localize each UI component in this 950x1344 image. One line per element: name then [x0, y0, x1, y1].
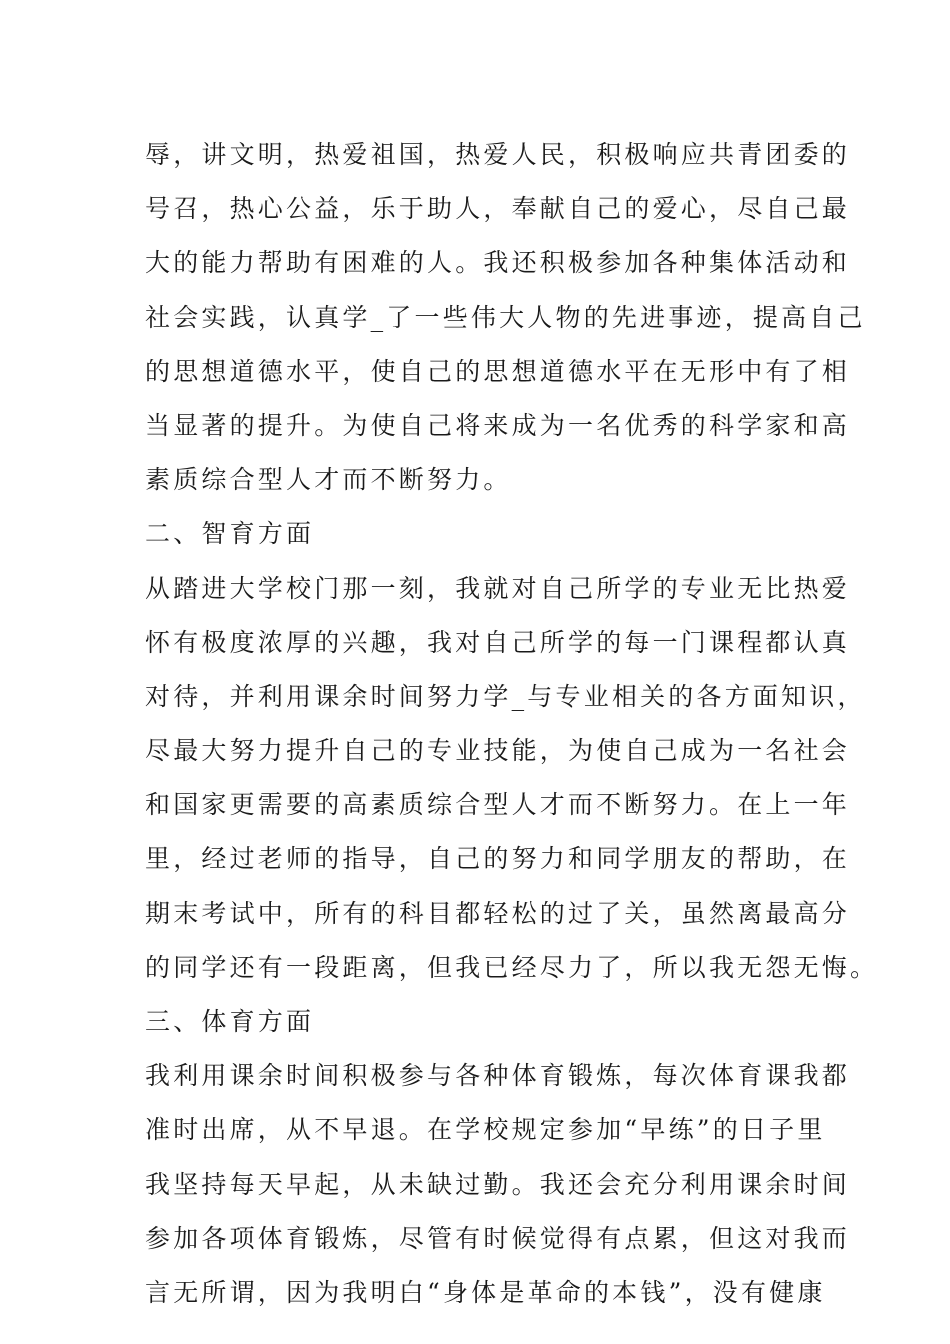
text-line: 我利用课余时间积极参与各种体育锻炼，每次体育课我都	[145, 1061, 851, 1091]
text-line: 对待，并利用课余时间努力学_与专业相关的各方面知识，	[145, 681, 866, 711]
text-line: 和国家更需要的高素质综合型人才而不断努力。在上一年	[145, 790, 851, 820]
document-body	[145, 128, 879, 1320]
text-line: 的同学还有一段距离，但我已经尽力了，所以我无怨无悔。	[145, 952, 879, 982]
text-line: 里，经过老师的指导，自己的努力和同学朋友的帮助，在	[145, 844, 851, 874]
section-heading-intellectual: 二、智育方面	[145, 519, 315, 549]
text-line: 号召，热心公益，乐于助人，奉献自己的爱心，尽自己最	[145, 194, 851, 224]
text-line: 辱，讲文明，热爱祖国，热爱人民，积极响应共青团委的	[145, 140, 851, 169]
text-line: 准时出席，从不早退。在学校规定参加“早练”的日子里	[145, 1115, 826, 1145]
text-line: 大的能力帮助有困难的人。我还积极参加各种集体活动和	[145, 248, 851, 278]
text-line: 怀有极度浓厚的兴趣，我对自己所学的每一门课程都认真	[145, 627, 851, 657]
text-line: 当显著的提升。为使自己将来成为一名优秀的科学家和高	[145, 410, 851, 440]
text-line: 社会实践，认真学_了一些伟大人物的先进事迹，提高自己	[145, 302, 866, 332]
text-line: 我坚持每天早起，从未缺过勤。我还会充分利用课余时间	[145, 1169, 851, 1199]
text-line: 尽最大努力提升自己的专业技能，为使自己成为一名社会	[145, 736, 851, 766]
text-line: 期末考试中，所有的科目都轻松的过了关，虽然离最高分	[145, 898, 851, 928]
text-line: 从踏进大学校门那一刻，我就对自己所学的专业无比热爱	[145, 573, 851, 603]
text-line: 素质综合型人才而不断努力。	[145, 465, 512, 495]
text-line: 参加各项体育锻炼，尽管有时候觉得有点累，但这对我而	[145, 1223, 851, 1253]
text-line: 的思想道德水平，使自己的思想道德水平在无形中有了相	[145, 356, 851, 386]
section-heading-physical: 三、体育方面	[145, 1007, 315, 1036]
text-line: 言无所谓，因为我明白“身体是革命的本钱”，没有健康	[145, 1277, 826, 1307]
